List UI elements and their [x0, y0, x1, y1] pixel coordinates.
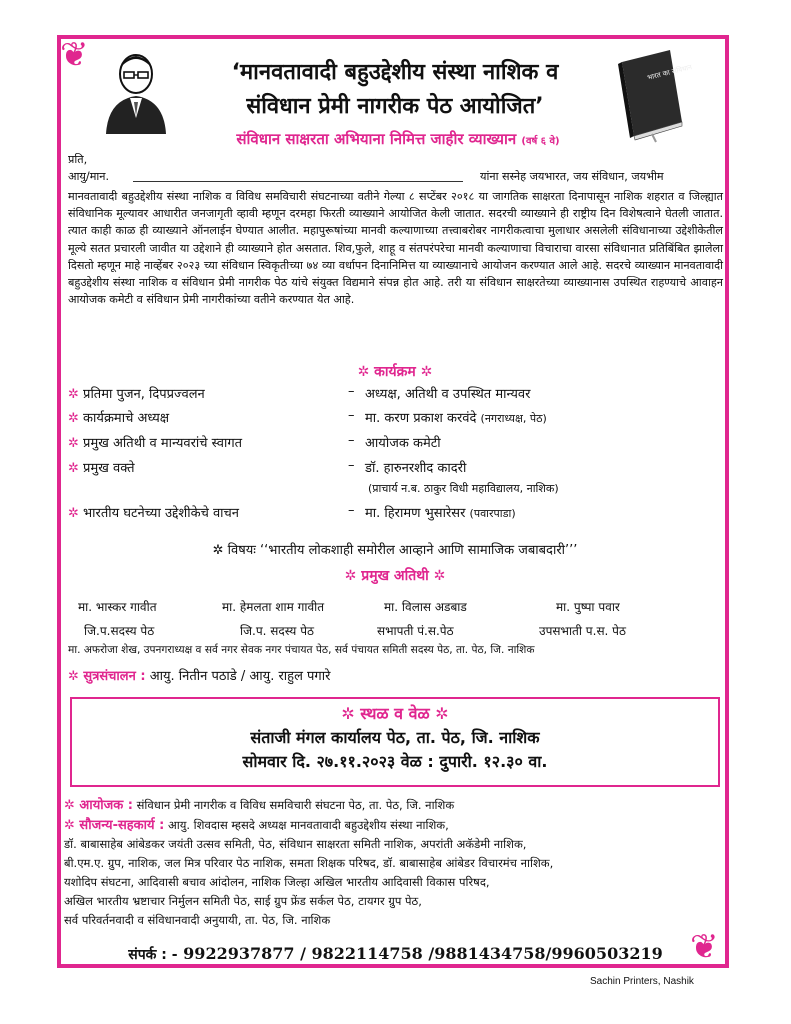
- guest-name: मा. विलास अडबाड: [384, 600, 467, 614]
- cooperation-line: डॉ. बाबासाहेब आंबेडकर जयंती उत्सव समिती, पेठ, संविधान साक्षरता समिती नाशिक, अपरांती अकॅडेमी नाशिक,: [64, 837, 527, 851]
- guest-role: जि.प. सदस्य पेठ: [240, 624, 314, 638]
- cooperation: [64, 816, 724, 930]
- title-line-2: संविधान प्रेमी नागरीक पेठ आयोजित’: [246, 94, 544, 119]
- anchoring: [68, 666, 330, 684]
- venue-place: संताजी मंगल कार्यालय पेठ, ता. पेठ, जि. नाशिक: [250, 728, 540, 747]
- organizer-label: ✲ आयोजक :: [64, 798, 133, 813]
- venue-box: [70, 697, 720, 787]
- star-bullet: ✲: [68, 436, 79, 451]
- guest-role: उपसभाती प.स. पेठ: [539, 624, 626, 638]
- topic-label: ✲ विषयः: [212, 543, 256, 558]
- venue-heading: ✲ स्थळ व वेळ ✲: [341, 704, 449, 723]
- anchoring-value: आयु. नितीन पठाडे / आयु. राहुल पगारे: [149, 669, 331, 684]
- guest-role: जि.प.सदस्य पेठ: [84, 624, 155, 638]
- program-row-right: डॉ. हारुनरशीद कादरी: [365, 461, 467, 476]
- corner-ornament-tl: ❦: [60, 35, 89, 75]
- guests-heading: ✲ प्रमुख अतिथी ✲: [344, 568, 446, 584]
- salutation-prefix: आयु/मान.: [68, 170, 110, 183]
- printer-credit: Sachin Printers, Nashik: [590, 976, 694, 987]
- name-blank-line: [133, 181, 463, 182]
- program-row-right: अध्यक्ष, अतिथी व उपस्थित मान्यवर: [365, 387, 531, 402]
- program-row-note: (नगराध्यक्ष, पेठ): [480, 412, 547, 425]
- star-bullet: ✲: [68, 506, 79, 521]
- program-row-left: भारतीय घटनेच्या उद्देशीकेचे वाचन: [83, 506, 240, 521]
- book-label: भारत का संविधान: [646, 63, 693, 82]
- salutation-suffix: यांना सस्नेह जयभारत, जय संविधान, जयभीम: [480, 170, 664, 183]
- title-line-1: ‘मानवतावादी बहुउद्देशीय संस्था नाशिक व: [231, 60, 559, 85]
- organizer: [64, 796, 724, 815]
- program-row-right: आयोजक कमेटी: [365, 436, 441, 451]
- constitution-book-icon: [612, 42, 693, 142]
- portrait-illustration: [96, 48, 176, 134]
- anchoring-label: ✲ सुत्रसंचालन :: [68, 669, 146, 684]
- salutation-line-1: प्रति,: [68, 153, 88, 166]
- program-row-left: कार्यक्रमाचे अध्यक्ष: [83, 411, 170, 426]
- intro-paragraph: मानवतावादी बहुउद्देशीय संस्था नाशिक व विविध समविचारी संघटनाच्या वतीने गेल्या ८ सप्टेंबर २०१८ या जागतिक साक्षरता दिनापासून नाशिक शहरात व जिल्ह्यात संविधानिक मूल्यावर आधारीत जनजागृती व्हावी म्हणून दरमहा फिरती व्याख्याने आयोजित केली जातात. सदरची व्याख्याने ही राष्ट्रीय दिन विशेषत्वाने घेतली जातात. त्यात काही काळ ही व्याख्याने ऑनलाईन घेण्यात आलीत. महापुरूषांच्या मानवी कल्याणाच्या तत्त्वाबरोबर नागरीकत्वाचा मुलाधार असलेली संविधानाच्या उद्देशीकेतील मूल्ये सतत प्रचारली जावीत या उद्देशाने ही व्याख्याने होत असतात. शिव,फुले, शाहू व संतपरंपरेचा मानवी कल्याणाचा विचाराचा वारसा संविधानात प्रतिबिंबित झालेला दिसतो म्हणून माहे नाव्हेंबर २०२३ च्या संविधान स्विकृतीच्या ७४ व्या वर्धापन दिनानिमित्त या व्याख्यानाचे आयोजन करण्यात आले आहे. सदरचे व्याख्यान मानवतावादी बहुउद्देशीय संस्था नाशिक व संविधान प्रेमी नागरीक पेठ यांचे संयुक्त विद्यमाने संपन्न होत आहे. तरी या संविधान साक्षरतेच्या व्याख्यानास उपस्थित राहण्याचे आवाहन आयोजक कमेटी व संविधान प्रेमी नागरीकांच्या वतीने करण्यात येत आहे.: [68, 190, 723, 307]
- dash: –: [348, 458, 355, 473]
- dash: –: [348, 503, 355, 518]
- guest-name: मा. पुष्पा पवार: [556, 600, 620, 614]
- guest-name: मा. हेमलता शाम गावीत: [222, 600, 325, 614]
- program-row-left: प्रमुख अतिथी व मान्यवरांचे स्वागत: [83, 436, 243, 451]
- program-row-note: (पवारपाडा): [469, 507, 516, 520]
- cooperation-line: यशोदिप संघटना, आदिवासी बचाव आंदोलन, नाशिक जिल्हा अखिल भारतीय आदिवासी विकास परिषद,: [64, 875, 490, 889]
- other-guests: मा. अफरोजा शेख, उपनगराध्यक्ष व सर्व नगर सेवक नगर पंचायत पेठ, सर्व पंचायत समिती सदस्य पेठ, ता. पेठ, जि. नाशिक: [68, 644, 535, 656]
- corner-ornament-br: ❦: [690, 927, 719, 967]
- dash: –: [348, 433, 355, 448]
- cooperation-line: अखिल भारतीय भ्रष्टाचार निर्मुलन समिती पेठ, साई ग्रुप फ्रेंड सर्कल पेठ, टायगर ग्रुप पेठ,: [64, 894, 422, 908]
- cooperation-line: बी.एम.ए. ग्रुप, नाशिक, जल मित्र परिवार पेठ नाशिक, समता शिक्षक परिषद, डॉ. बाबासाहेब आंबेडर विचारमंच नाशिक,: [64, 856, 554, 870]
- guest-name: मा. भास्कर गावीत: [78, 600, 157, 614]
- dash: –: [348, 384, 355, 399]
- program-row-right: मा. हिरामण भुसारेसर: [365, 506, 466, 521]
- subtitle: [168, 129, 628, 149]
- contact: [0, 944, 791, 964]
- program-row-right: मा. करण प्रकाश करवंदे: [365, 411, 477, 426]
- cooperation-line: आयु. शिवदास म्हसदे अध्यक्ष मानवतावादी बहुउद्देशीय संस्था नाशिक,: [167, 818, 449, 832]
- program-row-left: प्रतिमा पुजन, दिपप्रज्वलन: [83, 387, 205, 402]
- cooperation-line: सर्व परिवर्तनवादी व संविधानवादी अनुयायी, ता. पेठ, जि. नाशिक: [64, 913, 331, 927]
- subtitle-text: संविधान साक्षरता अभियाना निमित्त जाहीर व्याख्यान: [236, 130, 517, 148]
- guest-role: सभापती पं.स.पेठ: [377, 624, 454, 638]
- year-note: (वर्ष ६ वे): [521, 136, 560, 147]
- contact-numbers: 9922937877 / 9822114758 /9881434758/9960503219: [183, 944, 663, 963]
- contact-label: संपर्क : -: [128, 947, 178, 963]
- venue-datetime: सोमवार दि. २७.११.२०२३ वेळ : दुपारी. १२.३० वा.: [242, 752, 548, 771]
- star-bullet: ✲: [68, 387, 79, 402]
- topic: [60, 540, 730, 558]
- program-heading: ✲ कार्यक्रम ✲: [357, 364, 433, 380]
- cooperation-label: ✲ सौजन्य-सहकार्य :: [64, 818, 165, 833]
- speaker-affiliation: (प्राचार्य न.ब. ठाकुर विधी महाविद्यालय, नाशिक): [368, 482, 559, 495]
- program-row-left: प्रमुख वक्ते: [83, 461, 135, 476]
- star-bullet: ✲: [68, 411, 79, 426]
- star-bullet: ✲: [68, 461, 79, 476]
- topic-text: ‘‘भारतीय लोकशाही समोरील आव्हाने आणि सामाजिक जबाबदारी’’’: [260, 543, 578, 558]
- organizer-value: संविधान प्रेमी नागरीक व विविध समविचारी संघटना पेठ, ता. पेठ, जि. नाशिक: [136, 798, 455, 812]
- dash: –: [348, 408, 355, 423]
